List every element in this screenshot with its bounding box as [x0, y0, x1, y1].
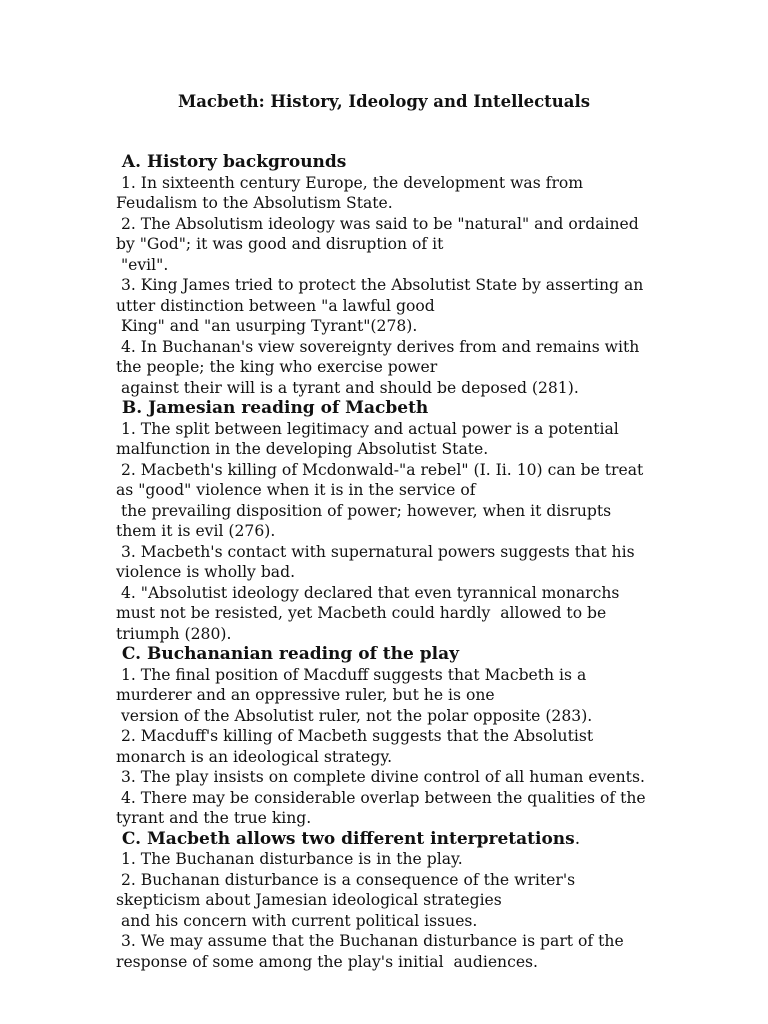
text-line: "evil". — [116, 255, 169, 274]
text-line: utter distinction between "a lawful good — [116, 296, 435, 315]
text-line: 2. Macbeth's killing of Mcdonwald-"a rebel" (I. Ii. 10) can be treat — [116, 460, 644, 479]
section-heading: A. History backgrounds — [116, 152, 347, 172]
section — [116, 398, 748, 644]
list-item — [116, 849, 748, 870]
list-item — [116, 726, 748, 767]
section-heading — [116, 829, 748, 850]
text-line: malfunction in the developing Absolutist State. — [116, 440, 489, 458]
text-line: violence is wholly bad. — [116, 563, 296, 581]
text-line: King" and "an usurping Tyrant"(278). — [116, 317, 418, 335]
text-line: triumph (280). — [116, 624, 232, 643]
text-line: must not be resisted, yet Macbeth could hardly allowed to be — [116, 604, 607, 622]
text-line: monarch is an ideological strategy. — [116, 747, 393, 766]
text-line: the prevailing disposition of power; however, when it disrupts — [116, 501, 612, 520]
list-item — [116, 665, 748, 727]
text-line: 2. Macduff's killing of Macbeth suggests that the Absolutist — [116, 727, 594, 745]
document-title: Macbeth: History, Ideology and Intellectuals — [177, 92, 591, 111]
text-line: 4. There may be considerable overlap between the qualities of the — [116, 788, 646, 807]
list-item — [116, 583, 748, 645]
text-line: response of some among the play's initial audiences. — [116, 952, 539, 971]
list-item — [116, 173, 748, 214]
section-heading-text: C. Macbeth allows two different interpretations — [116, 828, 575, 849]
text-line: 3. Macbeth's contact with supernatural powers suggests that his — [116, 542, 635, 561]
list-item — [116, 460, 748, 542]
list-item — [116, 419, 748, 460]
list-item — [116, 337, 748, 399]
text-line: 1. The final position of Macduff suggests that Macbeth is a — [116, 665, 587, 684]
text-line: 1. The split between legitimacy and actual power is a potential — [116, 419, 619, 438]
text-line: 3. We may assume that the Buchanan disturbance is part of the — [116, 932, 624, 950]
list-item — [116, 767, 748, 788]
text-line: 4. In Buchanan's view sovereignty derives from and remains with — [116, 337, 640, 356]
section-heading-suffix: . — [574, 828, 581, 849]
text-line: against their will is a tyrant and should be deposed (281). — [116, 378, 579, 397]
list-item — [116, 931, 748, 972]
section-heading: C. Buchananian reading of the play — [116, 644, 459, 664]
list-item — [116, 788, 748, 829]
list-item — [116, 542, 748, 583]
text-line: them it is evil (276). — [116, 522, 276, 540]
list-item — [116, 870, 748, 932]
text-line: tyrant and the true king. — [116, 809, 312, 827]
text-line: 3. King James tried to protect the Absolutist State by asserting an — [116, 276, 644, 294]
text-line: murderer and an oppressive ruler, but he is one — [116, 686, 495, 704]
text-line: 1. The Buchanan disturbance is in the play. — [116, 850, 463, 868]
list-item — [116, 275, 748, 337]
text-line: by "God"; it was good and disruption of it — [116, 235, 444, 253]
text-line: 2. The Absolutism ideology was said to be "natural" and ordained — [116, 214, 639, 233]
text-line: as "good" violence when it is in the service of — [116, 481, 476, 499]
text-line: 3. The play insists on complete divine control of all human events. — [116, 768, 645, 786]
section — [116, 829, 748, 973]
section — [116, 644, 748, 829]
document-body — [116, 152, 748, 972]
text-line: 1. In sixteenth century Europe, the development was from — [116, 173, 584, 192]
text-line: version of the Absolutist ruler, not the polar opposite (283). — [116, 706, 593, 725]
text-line: 4. "Absolutist ideology declared that even tyrannical monarchs — [116, 583, 620, 602]
section — [116, 152, 748, 398]
text-line: 2. Buchanan disturbance is a consequence of the writer's — [116, 870, 576, 889]
text-line: the people; the king who exercise power — [116, 358, 438, 376]
text-line: skepticism about Jamesian ideological strategies — [116, 891, 502, 909]
text-line: and his concern with current political issues. — [116, 911, 478, 930]
text-line: Feudalism to the Absolutism State. — [116, 194, 393, 212]
section-heading: B. Jamesian reading of Macbeth — [116, 398, 429, 418]
list-item — [116, 214, 748, 276]
